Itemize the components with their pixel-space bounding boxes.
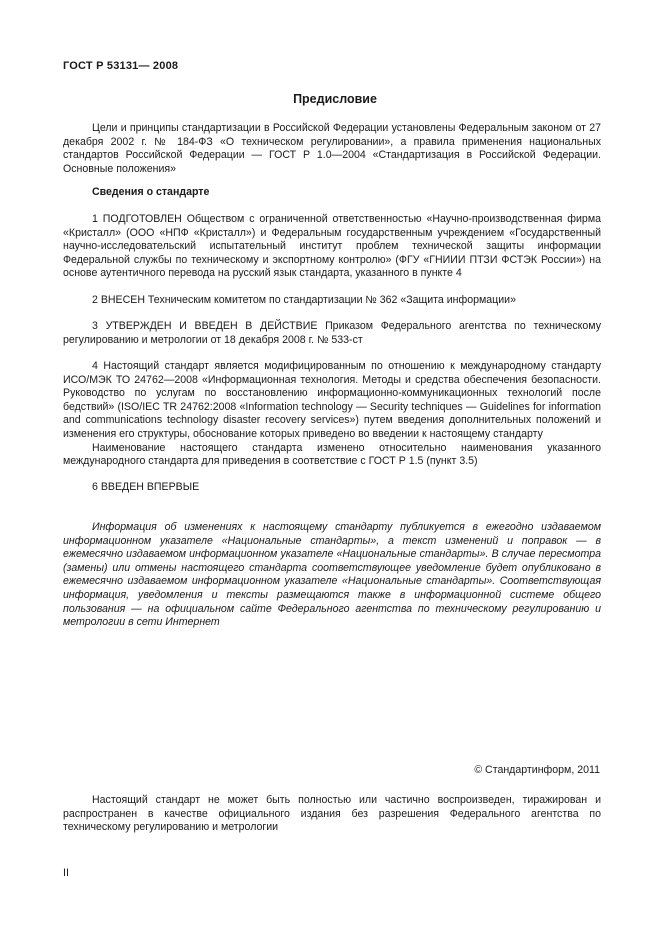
notice-block bbox=[63, 521, 601, 630]
copyright-line: © Стандартинформ, 2011 bbox=[474, 764, 600, 776]
item-2-paragraph: 2 ВНЕСЕН Техническим комитетом по стандартизации № 362 «Защита информации» bbox=[92, 294, 516, 306]
page-number: II bbox=[63, 867, 69, 879]
footer-notice-paragraph: Настоящий стандарт не может быть полностью или частично воспроизведен, тиражирован и распространен в качестве официального издания без разрешения Федерального агентства по техническому регулированию и метрологии bbox=[63, 794, 601, 834]
footer-notice-block bbox=[63, 794, 601, 835]
item-1-paragraph: 1 ПОДГОТОВЛЕН Обществом с ограниченной ответственностью «Научно-производственная фирма «Кристалл» (ООО «НПФ «Кристалл») и Федеральным государственным учреждением «Государственный научно-исследовательский испытательный институт проблем технической защиты информации Федеральной службы по техническому и экспортному контролю» (ФГУ «ГНИИИ ПТЗИ ФСТЭК России») на основе аутентичного перевода на русский язык стандарта, указанного в пункте 4 bbox=[63, 213, 601, 280]
intro-paragraph-block bbox=[63, 122, 601, 176]
standard-code-header: ГОСТ Р 53131— 2008 bbox=[63, 60, 179, 72]
item-3-block bbox=[63, 320, 601, 347]
item-2-block bbox=[63, 294, 601, 308]
section-heading: Сведения о стандарте bbox=[92, 186, 210, 198]
item-4-paragraph: 4 Настоящий стандарт является модифицированным по отношению к международному стандарту ИСО/МЭК ТО 24762—2008 «Информационная технология. Методы и средства обеспечения безопасности. Руководство по услугам по восстановлению информационно-коммуникационных технологий после бедствий» (ISO/IEC TR 24762:2008 «Information technology — Security techniques — Guidelines for information and communications technology disaster recovery services») путем введения дополнительных положений и изменения его структуры, обоснование которых приведено во введении к настоящему стандарту bbox=[63, 360, 601, 440]
item-3-paragraph: 3 УТВЕРЖДЕН И ВВЕДЕН В ДЕЙСТВИЕ Приказом Федерального агентства по техническому регулированию и метрологии от 18 декабря 2008 г. № 533-ст bbox=[63, 320, 601, 346]
item-4-block bbox=[63, 360, 601, 469]
item-1-block bbox=[63, 213, 601, 281]
item-6-paragraph: 6 ВВЕДЕН ВПЕРВЫЕ bbox=[92, 481, 200, 493]
notice-paragraph: Информация об изменениях к настоящему стандарту публикуется в ежегодно издаваемом информационном указателе «Национальные стандарты», а текст изменений и поправок — в ежемесячно издаваемом информационном указателе «Национальные стандарты». В случае пересмотра (замены) или отмены настоящего стандарта соответствующее уведомление будет опубликовано в ежемесячно издаваемом информационном указателе «Национальные стандарты». Соответствующая информация, уведомления и тексты размещаются также в информационной системе общего пользования — на официальном сайте Федерального агентства по техническому регулированию и метрологии в сети Интернет bbox=[63, 521, 601, 629]
intro-paragraph: Цели и принципы стандартизации в Российской Федерации установлены Федеральным законом от 27 декабря 2002 г. № 184-ФЗ «О техническом регулировании», а правила применения национальных стандартов Российской Федерации — ГОСТ Р 1.0—2004 «Стандартизация в Российской Федерации. Основные положения» bbox=[63, 122, 601, 175]
item-4-note-paragraph: Наименование настоящего стандарта изменено относительно наименования указанного международного стандарта для приведения в соответствие с ГОСТ Р 1.5 (пункт 3.5) bbox=[63, 441, 601, 468]
page-title-text: Предисловие bbox=[293, 92, 377, 106]
item-6-block bbox=[63, 481, 601, 495]
page-title bbox=[0, 92, 662, 106]
